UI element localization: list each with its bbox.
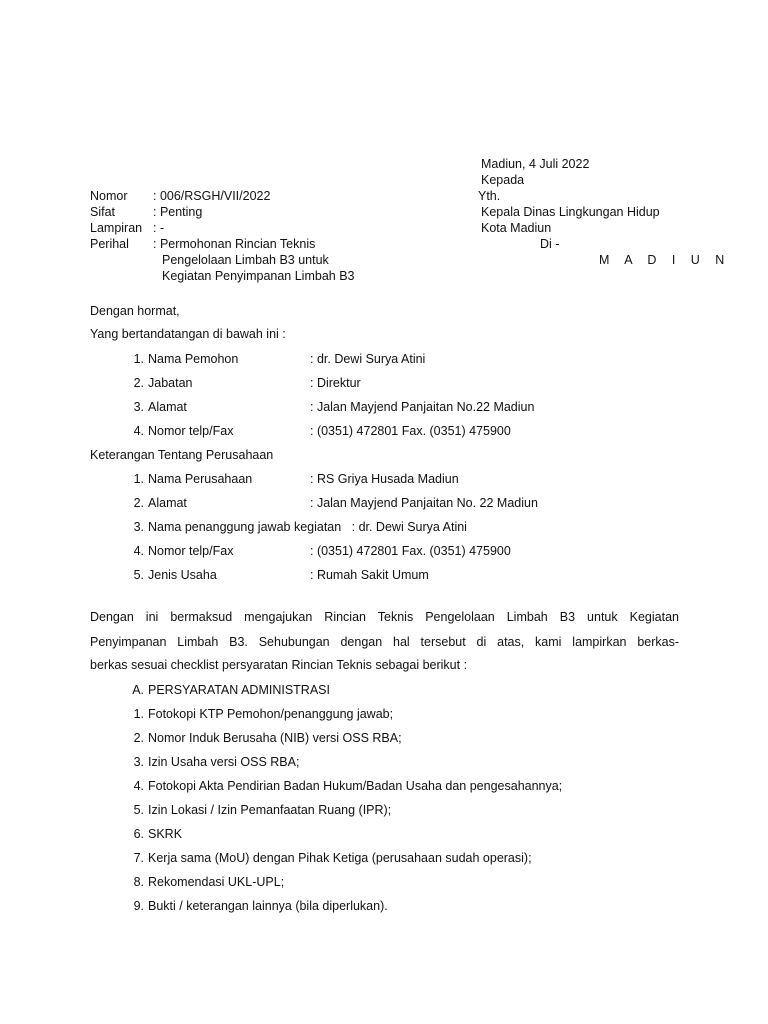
lampiran-value: : - (153, 221, 165, 235)
sifat-label: Sifat (90, 205, 116, 219)
field-label: Jabatan (148, 376, 193, 390)
field-label: Alamat (148, 400, 187, 414)
paragraph-line: berkas sesuai checklist persyaratan Rincian Teknis sebagai berikut : (90, 658, 468, 672)
list-number: 8. (133, 875, 144, 889)
list-number: 3. (133, 520, 144, 534)
field-label: Nomor telp/Fax (148, 544, 234, 558)
list-number: 4. (133, 424, 144, 438)
paragraph-line: Penyimpanan Limbah B3. Sehubungan dengan hal tersebut di atas, kami lampirkan berkas- (90, 635, 679, 649)
field-value: : (0351) 472801 Fax. (0351) 475900 (310, 544, 511, 558)
perihal-label: Perihal (90, 237, 129, 251)
perihal-value-3: Kegiatan Penyimpanan Limbah B3 (162, 269, 355, 283)
section-title: PERSYARATAN ADMINISTRASI (148, 683, 330, 697)
company-heading: Keterangan Tentang Perusahaan (90, 448, 274, 462)
perihal-value-1: : Permohonan Rincian Teknis (153, 237, 316, 251)
list-number: 2. (133, 376, 144, 390)
list-number: 4. (133, 544, 144, 558)
field-value: : RS Griya Husada Madiun (310, 472, 459, 486)
list-number: 7. (133, 851, 144, 865)
field-label: Alamat (148, 496, 187, 510)
field-label: Nama Perusahaan (148, 472, 253, 486)
requirement-text: Izin Lokasi / Izin Pemanfaatan Ruang (IPR); (148, 803, 392, 817)
list-number: 5. (133, 568, 144, 582)
section-letter: A. (132, 683, 144, 697)
madiun-label: M A D I U N (599, 253, 731, 267)
list-number: 3. (133, 400, 144, 414)
list-number: 2. (133, 496, 144, 510)
paragraph-line: Dengan ini bermaksud mengajukan Rincian Teknis Pengelolaan Limbah B3 untuk Kegiatan (90, 610, 679, 624)
requirement-text: Fotokopi KTP Pemohon/penanggung jawab; (148, 707, 394, 721)
field-value: : Jalan Mayjend Panjaitan No. 22 Madiun (310, 496, 538, 510)
field-label: Nama penanggung jawab kegiatan : dr. Dewi Surya Atini (148, 520, 467, 534)
requirement-text: Kerja sama (MoU) dengan Pihak Ketiga (perusahaan sudah operasi); (148, 851, 532, 865)
list-number: 9. (133, 899, 144, 913)
list-number: 1. (133, 472, 144, 486)
requirement-text: SKRK (148, 827, 183, 841)
di-label: Di - (540, 237, 560, 251)
list-number: 5. (133, 803, 144, 817)
greeting: Dengan hormat, (90, 304, 180, 318)
field-label: Nama Pemohon (148, 352, 239, 366)
list-number: 1. (133, 352, 144, 366)
nomor-label: Nomor (90, 189, 128, 203)
nomor-value: : 006/RSGH/VII/2022 (153, 189, 271, 203)
lampiran-label: Lampiran (90, 221, 143, 235)
recipient-city: Kota Madiun (481, 221, 552, 235)
field-value: : dr. Dewi Surya Atini (310, 352, 426, 366)
requirement-text: Fotokopi Akta Pendirian Badan Hukum/Badan Usaha dan pengesahannya; (148, 779, 563, 793)
field-label: Nomor telp/Fax (148, 424, 234, 438)
field-value: : (0351) 472801 Fax. (0351) 475900 (310, 424, 511, 438)
kepada-label: Kepada (481, 173, 525, 187)
perihal-value-2: Pengelolaan Limbah B3 untuk (162, 253, 329, 267)
field-value: : Jalan Mayjend Panjaitan No.22 Madiun (310, 400, 535, 414)
yth-label: Yth. (478, 189, 501, 203)
field-value: : Rumah Sakit Umum (310, 568, 429, 582)
list-number: 2. (133, 731, 144, 745)
requirement-text: Izin Usaha versi OSS RBA; (148, 755, 300, 769)
list-number: 1. (133, 707, 144, 721)
intro-text: Yang bertandatangan di bawah ini : (90, 327, 286, 341)
requirement-text: Rekomendasi UKL-UPL; (148, 875, 285, 889)
list-number: 3. (133, 755, 144, 769)
field-value: : Direktur (310, 376, 361, 390)
list-number: 4. (133, 779, 144, 793)
place-date: Madiun, 4 Juli 2022 (481, 157, 590, 171)
requirement-text: Bukti / keterangan lainnya (bila diperlukan). (148, 899, 388, 913)
requirement-text: Nomor Induk Berusaha (NIB) versi OSS RBA; (148, 731, 402, 745)
field-label: Jenis Usaha (148, 568, 217, 582)
list-number: 6. (133, 827, 144, 841)
recipient-title: Kepala Dinas Lingkungan Hidup (481, 205, 660, 219)
sifat-value: : Penting (153, 205, 203, 219)
